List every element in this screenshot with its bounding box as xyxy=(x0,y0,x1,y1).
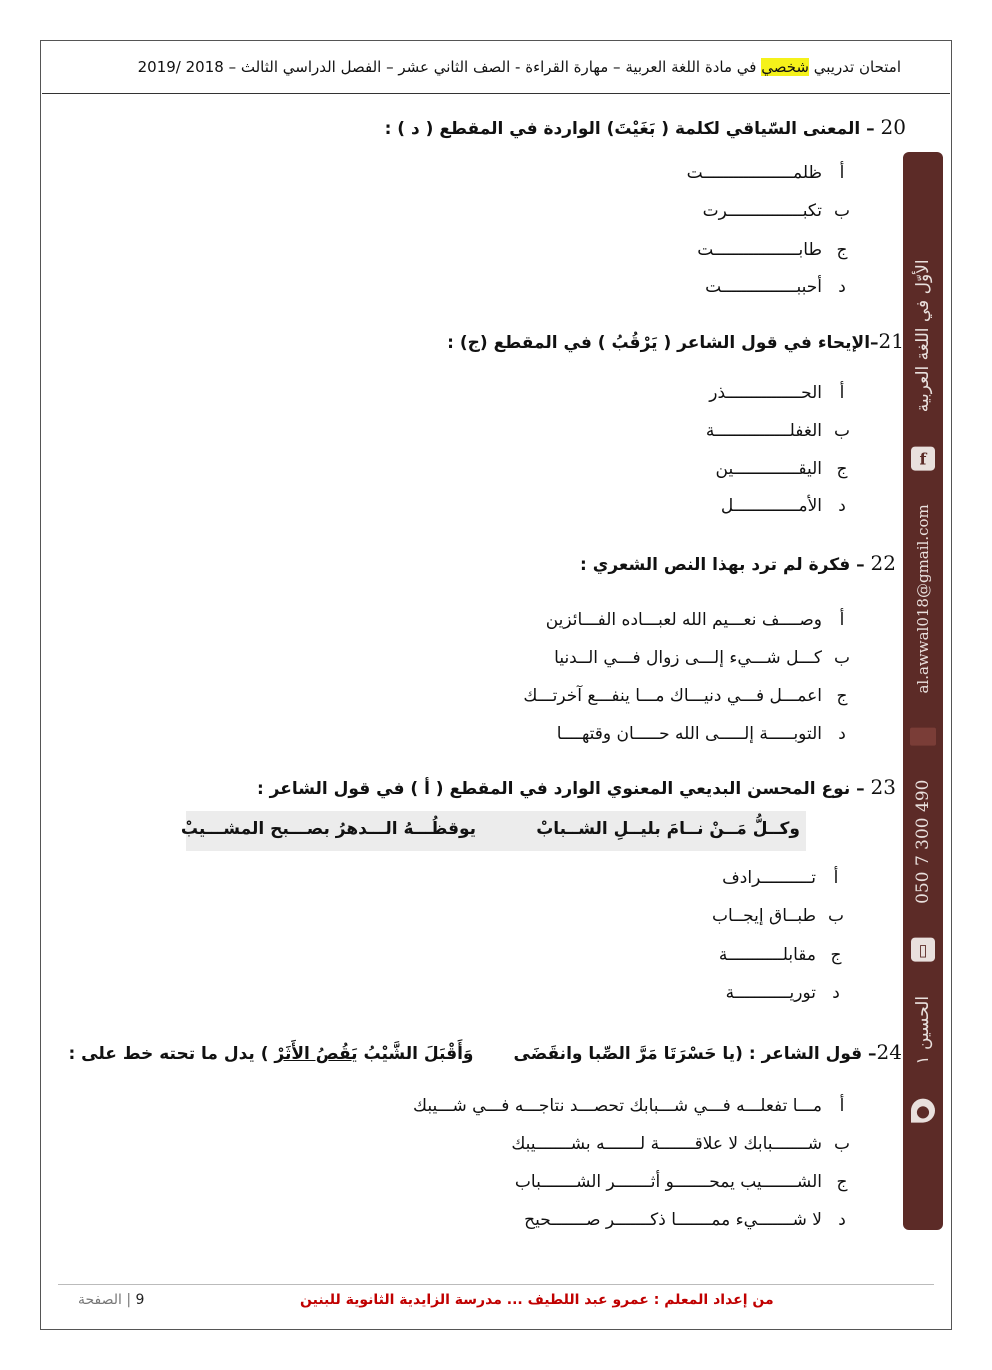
option-text: ظلمــــــــــــــــــت xyxy=(686,163,822,183)
question-23 xyxy=(257,775,896,799)
option-23-c xyxy=(719,945,856,965)
option-text: الأمـــــــــــــل xyxy=(720,496,822,516)
option-text: تــــــــــرادف xyxy=(722,868,816,888)
option-21-c xyxy=(716,459,862,479)
footer-credit: من إعداد المعلم : عمرو عبد اللطيف ... مدرسة الزايدية الثانوية للبنين xyxy=(300,1292,774,1308)
option-letter: أ xyxy=(839,163,845,183)
option-22-c xyxy=(523,686,862,706)
option-24-c xyxy=(515,1172,862,1192)
question-number: 22 xyxy=(870,551,896,575)
question-number: 20 xyxy=(880,115,906,139)
option-24-b xyxy=(511,1134,862,1154)
option-text: وصــــف نعـــيم الله لعبـــاده الفـــائزين xyxy=(545,610,822,630)
option-21-d xyxy=(721,496,862,516)
option-24-d xyxy=(524,1210,862,1230)
option-letter: ج xyxy=(830,945,842,965)
option-22-b xyxy=(554,648,862,668)
option-23-b xyxy=(712,906,856,926)
option-text: توريـــــــــــة xyxy=(725,983,816,1003)
option-text: الغفلـــــــــــــــة xyxy=(705,421,822,441)
question-text: – قول الشاعر : (يا حَسْرَتَا مَرَّ الصِّبا وانقَضَى xyxy=(513,1044,877,1064)
option-text: أحببـــــــــــــــت xyxy=(705,277,822,297)
page-number xyxy=(78,1292,144,1308)
sidebar-content xyxy=(910,259,936,1122)
option-letter: د xyxy=(838,1210,846,1230)
option-21-b xyxy=(706,421,862,441)
option-text: الشـــــــيب يمحـــــــو أثـــــــر الشـــــــباب xyxy=(514,1172,822,1192)
option-letter: ب xyxy=(833,1134,850,1154)
question-24 xyxy=(68,1040,902,1064)
option-letter: ب xyxy=(827,906,844,926)
option-23-a xyxy=(722,868,856,888)
poetry-verse xyxy=(180,811,806,851)
option-20-a xyxy=(687,163,862,183)
question-number: 21 xyxy=(878,329,904,353)
option-text: تكبـــــــــــــــرت xyxy=(702,201,822,221)
option-letter: ج xyxy=(836,459,848,479)
option-letter: ب xyxy=(833,421,850,441)
question-number: 23 xyxy=(870,775,896,799)
option-text: اليقـــــــــــــين xyxy=(715,459,822,479)
option-24-a xyxy=(413,1096,862,1116)
question-21 xyxy=(447,329,904,353)
option-text: شـــــــبابك لا علاقـــــــة لـــــــه بشـــــــيبك xyxy=(511,1134,822,1154)
option-letter: أ xyxy=(833,868,839,888)
option-21-a xyxy=(709,383,862,403)
option-text: مقابلـــــــــــة xyxy=(718,945,816,965)
question-number: 24 xyxy=(876,1040,902,1064)
option-20-c xyxy=(697,240,862,260)
footer-divider xyxy=(58,1284,934,1285)
option-text: الحـــــــــــــــذر xyxy=(709,383,822,403)
option-letter: د xyxy=(838,277,846,297)
option-letter: أ xyxy=(839,1096,845,1116)
sidebar-phone: 050 7 300 490 xyxy=(913,779,933,904)
verse-second-hemistich: يوقظُـــهُ الـــدهرُ بصـــبح المشـــيبْ xyxy=(180,819,476,839)
option-letter: ب xyxy=(833,201,850,221)
question-text-end: ) يدل ما تحته خط على : xyxy=(68,1044,275,1064)
option-letter: ج xyxy=(836,240,848,260)
option-letter: ج xyxy=(836,1172,848,1192)
option-23-d xyxy=(726,983,856,1003)
email-icon xyxy=(910,728,936,746)
page-number-value: 9 xyxy=(135,1292,145,1308)
question-text: – المعنى السّياقي لكلمة ( بَغَيْتَ) الواردة في المقطع ( د ) : xyxy=(384,119,881,139)
question-22 xyxy=(580,551,896,575)
option-text: طبــاق إيجــاب xyxy=(712,906,816,926)
option-letter: ج xyxy=(836,686,848,706)
question-text: –الإيحاء في قول الشاعر ( يَرْقُبُ ) في المقطع (ج) : xyxy=(447,333,879,353)
watermark-sidebar xyxy=(903,152,943,1230)
location-icon: ● xyxy=(911,1099,935,1123)
option-text: التوبـــــة إلـــــى الله حـــــان وقتهــــا xyxy=(556,724,822,744)
sidebar-email: al.awwal018@gmail.com xyxy=(914,504,932,694)
header-text: امتحان تدريبي xyxy=(808,58,901,76)
option-text: اعمـــل فـــي دنيـــاك مـــا ينفـــع آخرتـــك xyxy=(523,686,822,706)
option-22-d xyxy=(557,724,862,744)
phone-icon: ▯ xyxy=(911,938,935,962)
option-20-b xyxy=(703,201,862,221)
question-text: – نوع المحسن البديعي المعنوي الوارد في المقطع ( أ ) في قول الشاعر : xyxy=(256,779,871,799)
question-text-verse: وَأَقْبَلَ الشَّيْبُ xyxy=(357,1044,474,1064)
option-text: لا شـــــــيء ممـــــــا ذكـــــــر صـــــــحيح xyxy=(524,1210,822,1230)
facebook-icon: f xyxy=(911,446,935,470)
option-letter: د xyxy=(832,983,840,1003)
option-letter: ب xyxy=(833,648,850,668)
question-20 xyxy=(385,115,906,139)
option-20-d xyxy=(705,277,862,297)
header-text-rest: في مادة اللغة العربية – مهارة القراءة - الصف الثاني عشر – الفصل الدراسي الثالث – 2018 /2019 xyxy=(137,58,762,76)
option-letter: أ xyxy=(839,383,845,403)
option-text: طابـــــــــــــــــت xyxy=(697,240,822,260)
sidebar-name: الحسين ١ xyxy=(913,995,933,1065)
underlined-phrase: يَقُصُ الأَثَرْ xyxy=(274,1044,358,1064)
header-highlight: شخصي xyxy=(761,58,809,76)
exam-header xyxy=(58,58,901,88)
option-letter: أ xyxy=(839,610,845,630)
sidebar-brand: الأوّل في اللغة العربية xyxy=(913,259,933,413)
header-divider xyxy=(42,93,950,94)
option-letter: د xyxy=(838,724,846,744)
verse-first-hemistich: وكــلُّ مَــنْ نــامَ بليــلِ الشــبابْ xyxy=(536,819,800,839)
option-letter: د xyxy=(838,496,846,516)
option-text: كـــل شـــيء إلـــى زوال فـــي الــدنيا xyxy=(554,648,822,668)
option-22-a xyxy=(546,610,862,630)
question-text: – فكرة لم ترد بهذا النص الشعري : xyxy=(580,555,871,575)
page-label: | الصفحة xyxy=(78,1292,132,1308)
option-text: مـــا تفعلـــه فـــي شـــبابك تحصـــد نتاجـــه فـــي شـــيبك xyxy=(413,1096,822,1116)
